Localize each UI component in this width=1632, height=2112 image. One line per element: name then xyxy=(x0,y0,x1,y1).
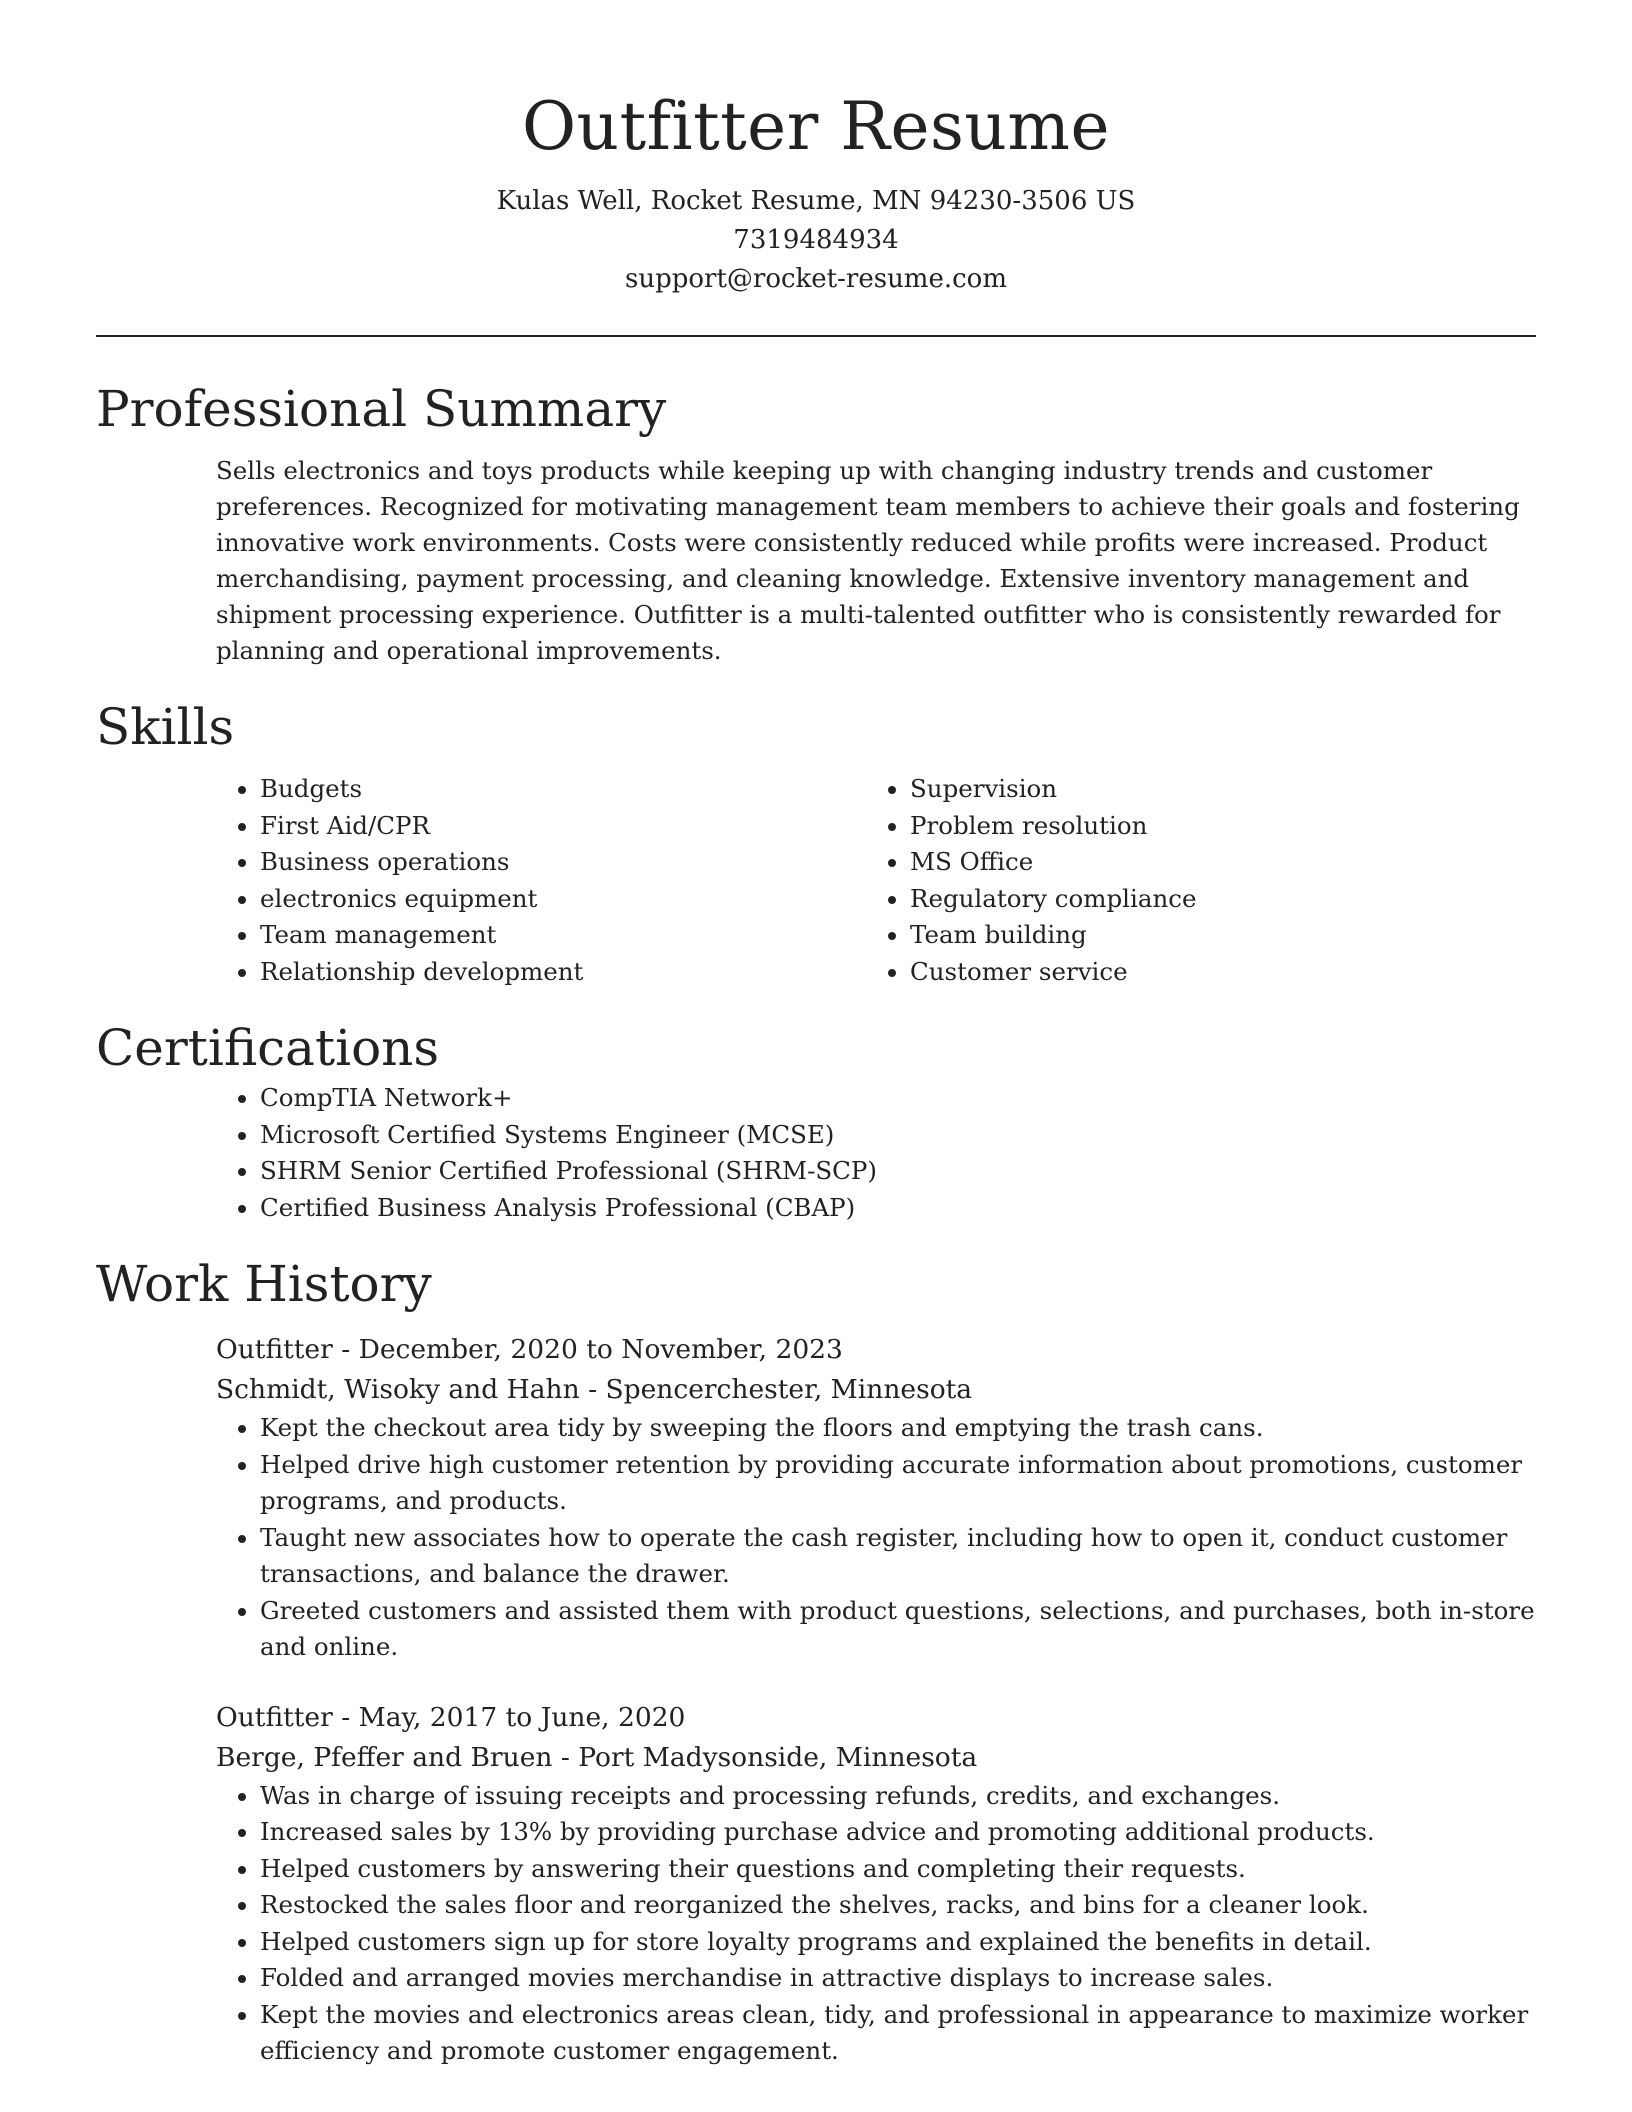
job-dates: - May, 2017 to June, 2020 xyxy=(332,1701,686,1733)
skills-list xyxy=(216,771,1536,990)
skill-item: • Problem resolution xyxy=(910,808,1516,845)
job-location: - Spencerchester, Minnesota xyxy=(579,1374,973,1405)
job-duty: • Helped customers by answering their questions and completing their requests. xyxy=(260,1851,1536,1888)
summary-heading: Professional Summary xyxy=(96,380,667,438)
email: support@rocket-resume.com xyxy=(624,264,1007,294)
skill-item: • Budgets xyxy=(260,771,866,808)
certification-item: • SHRM Senior Certified Professional (SHRM-SCP) xyxy=(260,1153,1536,1190)
job-company: Schmidt, Wisoky and Hahn xyxy=(216,1374,580,1405)
certification-item: • Certified Business Analysis Professional (CBAP) xyxy=(260,1190,1536,1227)
job-duty: • Kept the movies and electronics areas clean, tidy, and professional in appearance to maximize worker efficiency and promote customer engagement. xyxy=(260,1997,1536,2070)
skills-column-right xyxy=(866,771,1516,990)
job-dates: - December, 2020 to November, 2023 xyxy=(332,1334,843,1365)
job-duty: • Restocked the sales floor and reorganized the shelves, racks, and bins for a cleaner look. xyxy=(260,1887,1536,1924)
certifications-list xyxy=(216,1080,1536,1226)
skill-item: • Team management xyxy=(260,917,866,954)
header-divider xyxy=(96,335,1536,337)
job-duty: • Kept the checkout area tidy by sweeping the floors and emptying the trash cans. xyxy=(260,1410,1536,1447)
job-entry xyxy=(216,1698,1536,2070)
summary-text: Sells electronics and toys products while keeping up with changing industry trends and customer preferences. Recognized for motivating management team members to achieve their goals and fostering innovative work environments. Costs were consistently reduced while profits were increased. Product merchandising, payment processing, and cleaning knowledge. Extensive inventory management and shipment processing experience. Outfitter is a multi-talented outfitter who is consistently rewarded for planning and operational improvements. xyxy=(216,456,1520,665)
job-duty: • Folded and arranged movies merchandise in attractive displays to increase sales. xyxy=(260,1960,1536,1997)
skills-heading: Skills xyxy=(96,698,235,756)
skill-item: • MS Office xyxy=(910,844,1516,881)
job-duties xyxy=(216,1778,1536,2070)
skill-item: • Regulatory compliance xyxy=(910,881,1516,918)
skill-item: • Business operations xyxy=(260,844,866,881)
job-duty: • Taught new associates how to operate the cash register, including how to open it, conduct customer transactions, and balance the drawer. xyxy=(260,1520,1536,1593)
certifications-heading: Certifications xyxy=(96,1019,440,1077)
job-duty: • Was in charge of issuing receipts and processing refunds, credits, and exchanges. xyxy=(260,1778,1536,1815)
job-duty: • Greeted customers and assisted them with product questions, selections, and purchases, both in-store and online. xyxy=(260,1593,1536,1666)
job-company-line xyxy=(216,1738,1536,1778)
job-location: - Port Madysonside, Minnesota xyxy=(552,1741,978,1773)
job-duty: • Helped drive high customer retention by providing accurate information about promotions, customer programs, and products. xyxy=(260,1447,1536,1520)
skill-item: • Relationship development xyxy=(260,954,866,991)
certification-item: • Microsoft Certified Systems Engineer (MCSE) xyxy=(260,1117,1536,1154)
resume-title: Outfitter Resume xyxy=(521,88,1111,165)
certification-item: • CompTIA Network+ xyxy=(260,1080,1536,1117)
work-history-heading: Work History xyxy=(96,1255,432,1313)
job-duty: • Increased sales by 13% by providing purchase advice and promoting additional products. xyxy=(260,1814,1536,1851)
job-title: Outfitter xyxy=(216,1334,333,1365)
skill-item: • First Aid/CPR xyxy=(260,808,866,845)
job-title: Outfitter xyxy=(216,1701,333,1733)
job-title-line xyxy=(216,1698,1536,1738)
job-company: Berge, Pfeffer and Bruen xyxy=(216,1741,553,1773)
job-duty: • Helped customers sign up for store loyalty programs and explained the benefits in detail. xyxy=(260,1924,1536,1961)
skills-column-left xyxy=(216,771,866,990)
job-entry xyxy=(216,1330,1536,1666)
job-company-line xyxy=(216,1370,1536,1410)
address: Kulas Well, Rocket Resume, MN 94230-3506 US xyxy=(496,186,1136,216)
contact-block xyxy=(96,182,1536,299)
job-duties xyxy=(216,1410,1536,1666)
resume-header xyxy=(96,0,1536,299)
skill-item: • Supervision xyxy=(910,771,1516,808)
skill-item: • electronics equipment xyxy=(260,881,866,918)
job-title-line xyxy=(216,1330,1536,1370)
skill-item: • Customer service xyxy=(910,954,1516,991)
phone: 7319484934 xyxy=(733,225,899,255)
skill-item: • Team building xyxy=(910,917,1516,954)
